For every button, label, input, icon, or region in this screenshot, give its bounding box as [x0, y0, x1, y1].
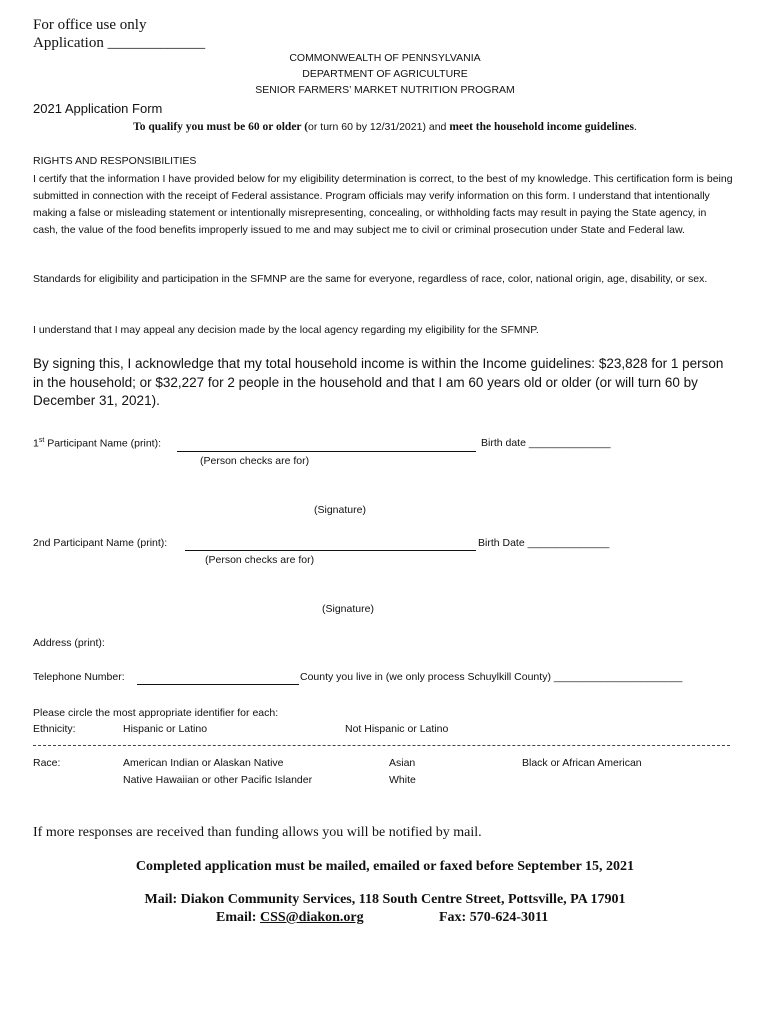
application-number-field: Application _____________	[33, 35, 206, 51]
header-department: DEPARTMENT OF AGRICULTURE	[302, 68, 468, 80]
rights-paragraph-2: Standards for eligibility and participation in the SFMNP are the same for everyone, regardless of race, color, national origin, age, disability, or sex.	[33, 273, 708, 285]
participant-1-ordinal: st	[38, 437, 45, 444]
rights-paragraph-1: I certify that the information I have provided below for my eligibility determination is correct, to the best of my knowledge. This certification form is being submitted in connection with the receipt of Federal assistance. Program officials may verify information on this form. I understand that intentionally making a false or misleading statement or intentionally misrepresenting, concealing, or withholding facts may result in paying the State agency, in cash, the value of the food benefits improperly issued to me and may subject me to civil or criminal prosecution under State and Federal law.	[33, 173, 733, 236]
rights-heading: RIGHTS AND RESPONSIBILITIES	[33, 155, 197, 167]
ethnicity-label: Ethnicity:	[33, 723, 76, 735]
deadline-statement: Completed application must be mailed, emailed or faxed before September 15, 2021	[135, 859, 635, 874]
header-commonwealth: COMMONWEALTH OF PENNSYLVANIA	[289, 52, 481, 64]
address-label: Address (print):	[33, 637, 105, 649]
email-link[interactable]: CSS@diakon.org	[259, 910, 364, 925]
qualify-plain: or turn 60 by 12/31/2021) and	[308, 121, 450, 133]
acknowledgement-statement: By signing this, I acknowledge that my total household income is within the Income guidelines: $23,828 for 1 person in the household; or $32,227 for 2 people in the household and that I am 60 years old or older (or will turn 60 by December 31, 2021).	[33, 356, 724, 408]
participant-1-birth-date[interactable]: Birth date ______________	[481, 437, 611, 449]
telephone-input[interactable]	[137, 684, 299, 685]
race-option-asian[interactable]: Asian	[389, 757, 416, 769]
participant-1-label	[33, 437, 161, 450]
ethnicity-option-hispanic[interactable]: Hispanic or Latino	[123, 723, 208, 735]
participant-1-number: 1	[33, 437, 39, 450]
header-program: SENIOR FARMERS’ MARKET NUTRITION PROGRAM	[255, 84, 515, 96]
participant-1-signature[interactable]: (Signature)	[314, 504, 366, 516]
ethnicity-option-not-hispanic[interactable]: Not Hispanic or Latino	[345, 723, 449, 735]
section-divider	[33, 745, 730, 746]
race-label: Race:	[33, 757, 61, 769]
participant-1-name-input[interactable]	[177, 451, 476, 452]
mail-address: Mail: Diakon Community Services, 118 South Centre Street, Pottsville, PA 17901	[144, 892, 626, 907]
participant-2-signature[interactable]: (Signature)	[322, 603, 374, 615]
identifier-instruction: Please circle the most appropriate identifier for each:	[33, 707, 279, 719]
participant-2-name-input[interactable]	[185, 550, 476, 551]
qualify-bold-1: To qualify you must be 60 or older (	[133, 121, 309, 133]
county-field[interactable]: County you live in (we only process Schuylkill County) ______________________	[300, 671, 683, 683]
qualify-statement	[0, 121, 770, 133]
office-use-label: For office use only	[33, 17, 147, 33]
race-option-black[interactable]: Black or African American	[522, 757, 642, 769]
race-option-white[interactable]: White	[389, 774, 416, 786]
race-option-native-hawaiian[interactable]: Native Hawaiian or other Pacific Islander	[123, 774, 313, 786]
qualify-end: .	[633, 121, 637, 133]
participant-2-label: 2nd Participant Name (print):	[33, 537, 168, 549]
race-option-american-indian[interactable]: American Indian or Alaskan Native	[123, 757, 284, 769]
email-line	[216, 910, 364, 926]
form-title: 2021 Application Form	[33, 101, 163, 116]
qualify-bold-2: meet the household income guidelines	[449, 121, 634, 133]
participant-1-label-text: Participant Name (print):	[44, 437, 162, 450]
participant-2-birth-date[interactable]: Birth Date ______________	[478, 537, 610, 549]
fax-number: Fax: 570-624-3011	[439, 910, 549, 925]
telephone-label: Telephone Number:	[33, 671, 125, 683]
rights-paragraph-3: I understand that I may appeal any decision made by the local agency regarding my eligibility for the SFMNP.	[33, 324, 539, 336]
email-label: Email:	[216, 910, 260, 925]
participant-1-note: (Person checks are for)	[200, 455, 310, 467]
notify-statement: If more responses are received than funding allows you will be notified by mail.	[33, 825, 482, 840]
participant-2-note: (Person checks are for)	[205, 554, 315, 566]
